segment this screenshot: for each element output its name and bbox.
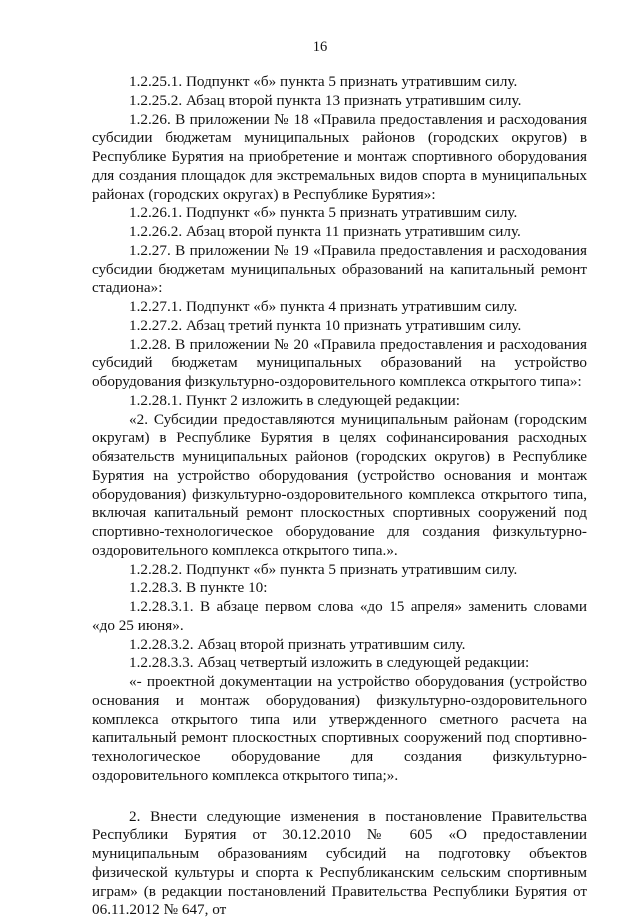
paragraph-1-2-28: 1.2.28. В приложении № 20 «Правила предоставления и расходования субсидий бюджетам муниципальных образований на устройство оборудования физкультурно-оздоровительного комплекса открытого типа»: bbox=[92, 336, 587, 392]
paragraph-1-2-28-2: 1.2.28.2. Подпункт «б» пункта 5 признать утратившим силу. bbox=[92, 561, 587, 580]
paragraph-1-2-28-3: 1.2.28.3. В пункте 10: bbox=[92, 579, 587, 598]
paragraph-1-2-28-3-1: 1.2.28.3.1. В абзаце первом слова «до 15 апреля» заменить словами «до 25 июня». bbox=[92, 598, 587, 636]
paragraph-1-2-26-2: 1.2.26.2. Абзац второй пункта 11 признать утратившим силу. bbox=[92, 223, 587, 242]
paragraph-1-2-27: 1.2.27. В приложении № 19 «Правила предоставления и расходования субсидии бюджетам муниципальных образований на капитальный ремонт стадиона»: bbox=[92, 242, 587, 298]
paragraph-1-2-28-3-3: 1.2.28.3.3. Абзац четвертый изложить в следующей редакции: bbox=[92, 654, 587, 673]
paragraph-1-2-25-2: 1.2.25.2. Абзац второй пункта 13 признать утратившим силу. bbox=[92, 92, 587, 111]
paragraph-1-2-25-1: 1.2.25.1. Подпункт «б» пункта 5 признать утратившим силу. bbox=[92, 73, 587, 92]
paragraph-1-2-26-1: 1.2.26.1. Подпункт «б» пункта 5 признать утратившим силу. bbox=[92, 204, 587, 223]
paragraph-1-2-28-1: 1.2.28.1. Пункт 2 изложить в следующей редакции: bbox=[92, 392, 587, 411]
section-spacer bbox=[92, 786, 587, 808]
page-number: 16 bbox=[0, 38, 640, 56]
paragraph-1-2-27-2: 1.2.27.2. Абзац третий пункта 10 признать утратившим силу. bbox=[92, 317, 587, 336]
document-body bbox=[92, 73, 587, 920]
quoted-point-2: «2. Субсидии предоставляются муниципальным районам (городским округам) в Республике Бурятия в целях софинансирования расходных обязательств муниципальных районов (городских округов) в Республике Бурятия на устройство оборудования (устройство основания и монтаж оборудования) физкультурно-оздоровительного комплекса открытого типа, включая капитальный ремонт плоскостных спортивных сооружений под спортивно-технологическое оборудование для создания физкультурно-оздоровительного комплекса открытого типа.». bbox=[92, 411, 587, 561]
paragraph-1-2-26: 1.2.26. В приложении № 18 «Правила предоставления и расходования субсидии бюджетам муниципальных районов (городских округов) в Республике Бурятия на приобретение и монтаж спортивного оборудования для создания площадок для экстремальных видов спорта в муниципальных районах (городских округах) в Республике Бурятия»: bbox=[92, 111, 587, 205]
paragraph-1-2-28-3-2: 1.2.28.3.2. Абзац второй признать утратившим силу. bbox=[92, 636, 587, 655]
paragraph-1-2-27-1: 1.2.27.1. Подпункт «б» пункта 4 признать утратившим силу. bbox=[92, 298, 587, 317]
paragraph-2: 2. Внести следующие изменения в постановление Правительства Республики Бурятия от 30.12.2010 № 605 «О предоставлении муниципальным образованиям субсидий на подготовку объектов физической культуры и спорта к Республиканским сельским спортивным играм» (в редакции постановлений Правительства Республики Бурятия от 06.11.2012 № 647, от bbox=[92, 808, 587, 920]
quoted-abzac-4: «- проектной документации на устройство оборудования (устройство основания и монтаж оборудования) физкультурно-оздоровительного комплекса открытого типа или утвержденного сметного расчета на капитальный ремонт плоскостных спортивных сооружений под спортивно-технологическое оборудование для создания физкультурно-оздоровительного комплекса открытого типа;». bbox=[92, 673, 587, 786]
